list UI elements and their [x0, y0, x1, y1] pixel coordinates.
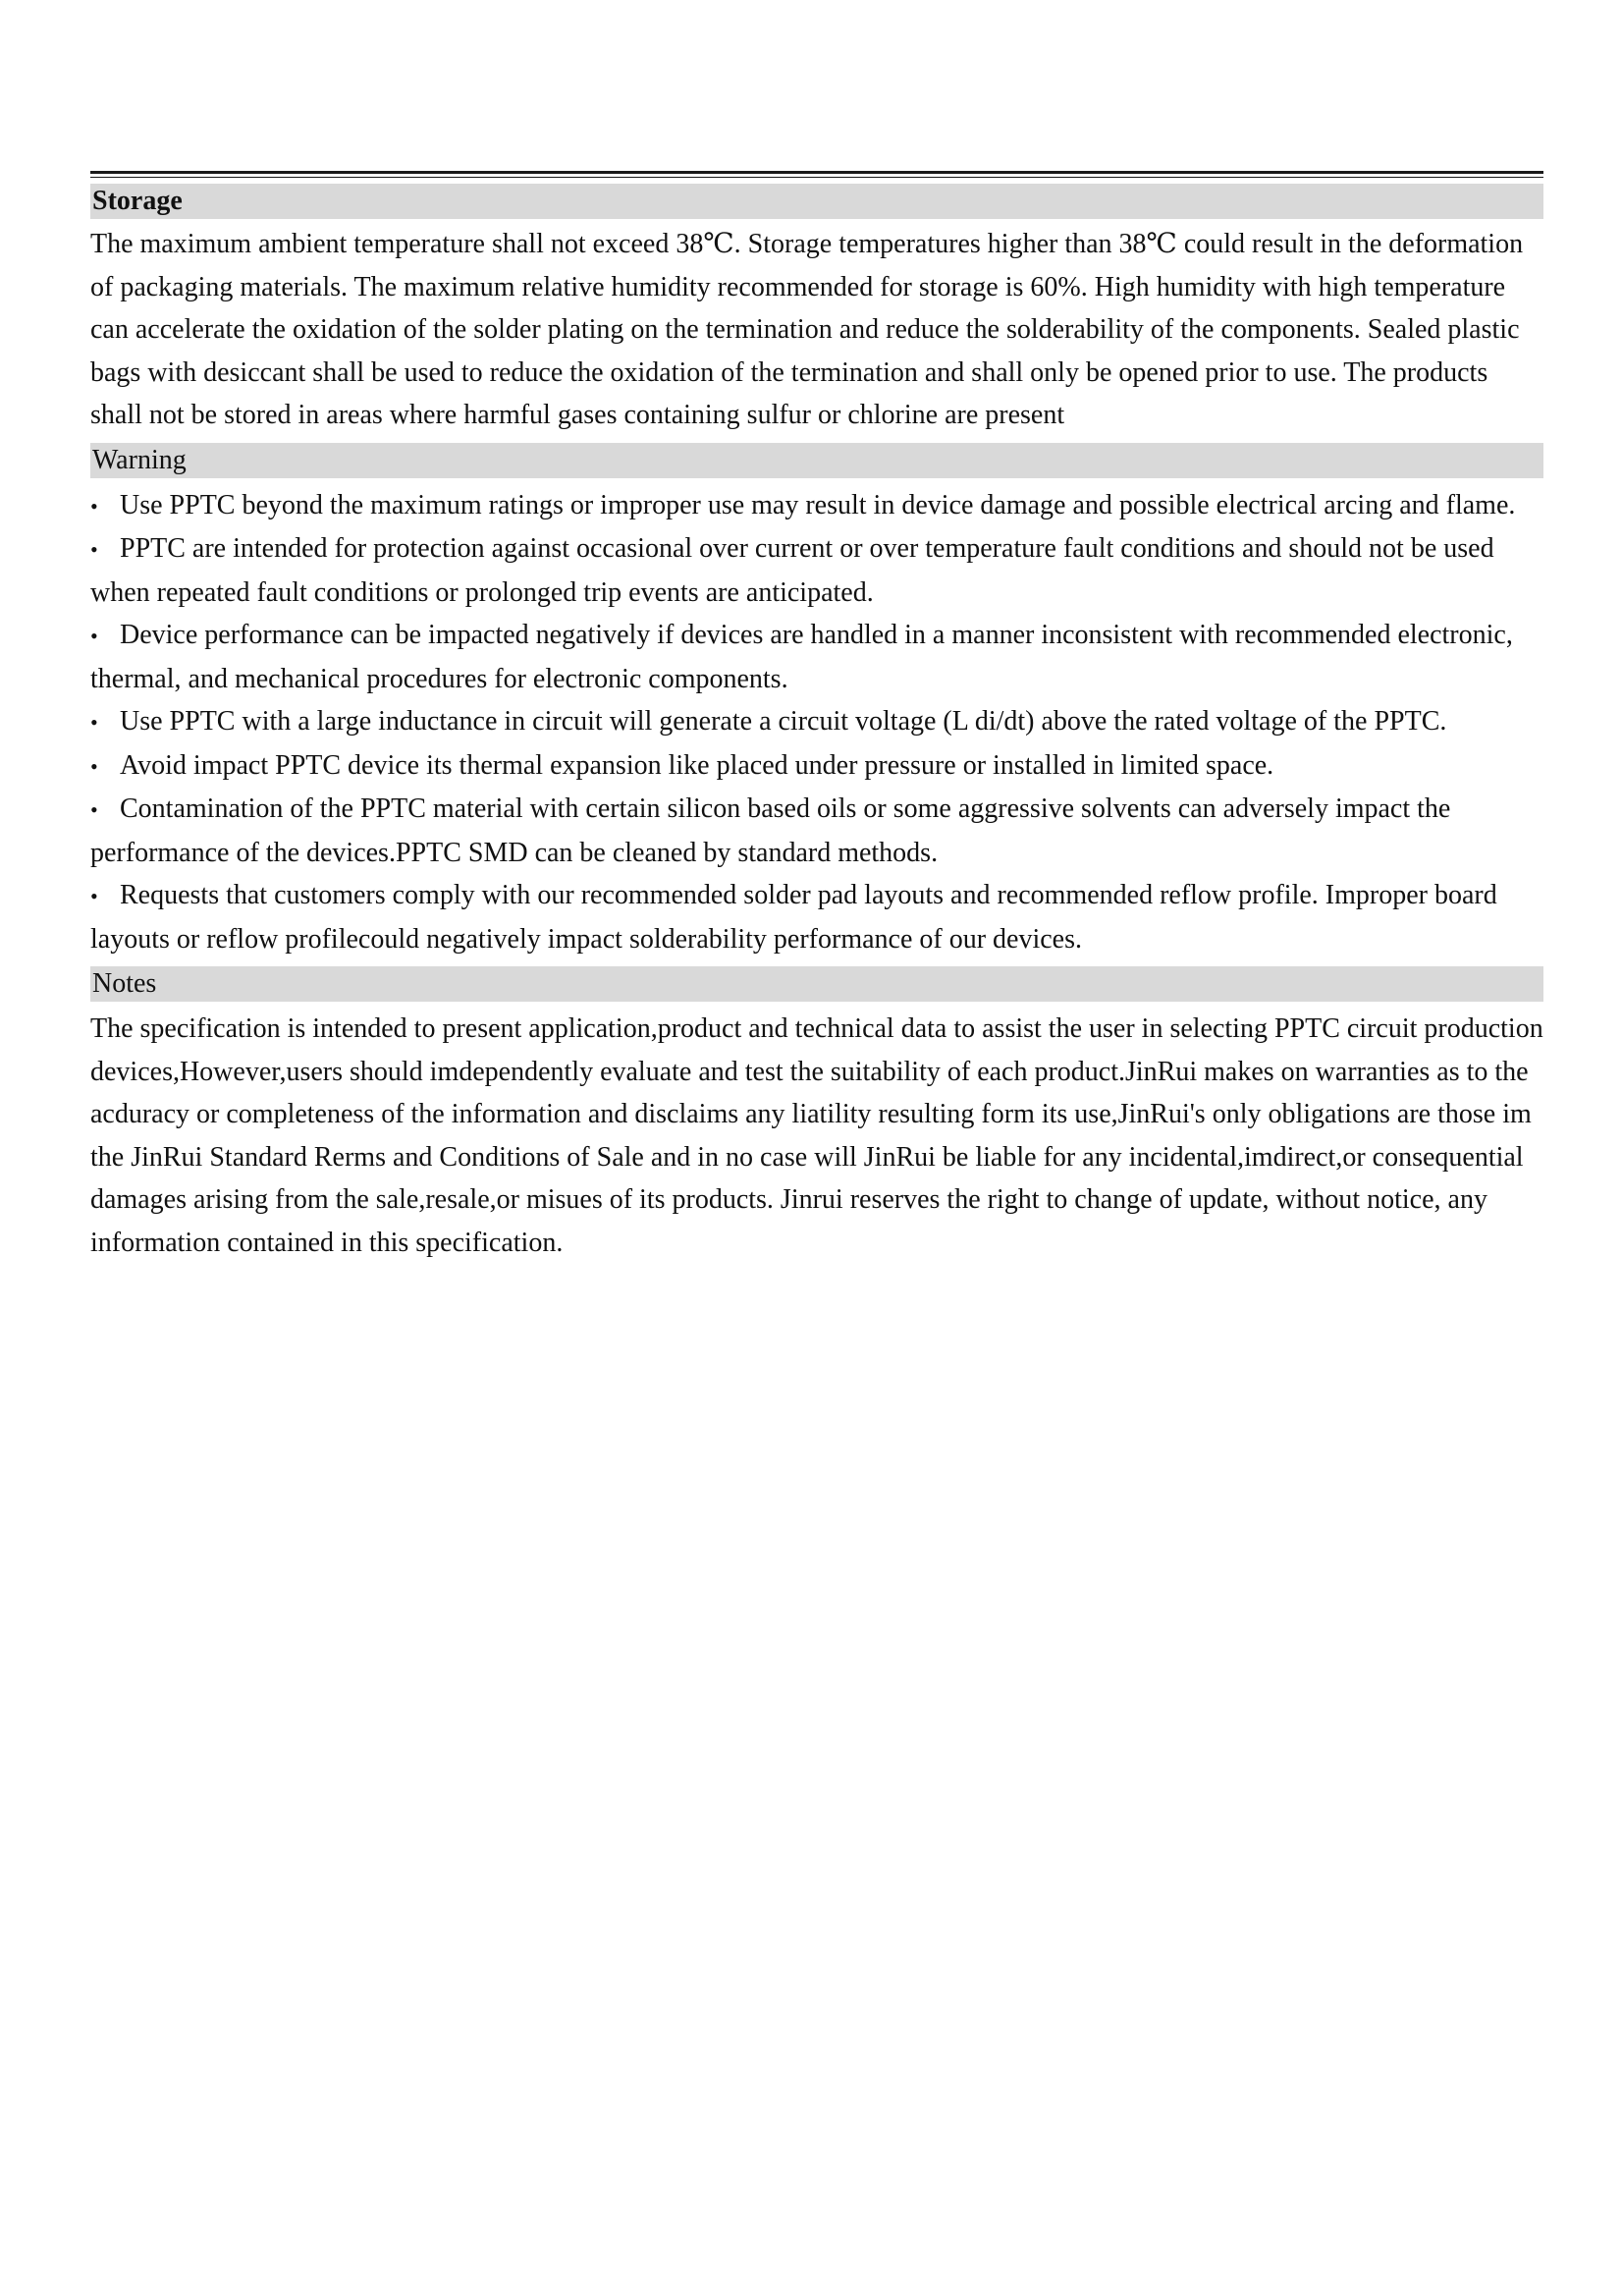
warning-item: • Avoid impact PPTC device its thermal expansion like placed under pressure or installed in limited space. [90, 744, 1543, 789]
warning-item: • Use PPTC beyond the maximum ratings or improper use may result in device damage and possible electrical arcing and flame. [90, 484, 1543, 528]
notes-heading: Notes [90, 966, 1543, 1002]
warning-item: • Device performance can be impacted negatively if devices are handled in a manner inconsistent with recommended electronic, thermal, and mechanical procedures for electronic components. [90, 614, 1543, 700]
notes-text: The specification is intended to present application,product and technical data to assist the user in selecting PPTC circuit production devices,However,users should imdependently evaluate and test the suitability of each product.JinRui makes on warranties as to the acduracy or completeness of the information and disclaims any liatility resulting form its use,JinRui's only obligations are those im the JinRui Standard Rerms and Conditions of Sale and in no case will JinRui be liable for any incidental,imdirect,or consequential damages arising from the sale,resale,or misues of its products. Jinrui reserves the right to change of update, without notice, any information contained in this specification. [90, 1013, 1543, 1258]
warning-list [90, 484, 1543, 961]
storage-text: The maximum ambient temperature shall not exceed 38℃. Storage temperatures higher than 38℃ could result in the deformation of packaging materials. The maximum relative humidity recommended for storage is 60%. High humidity with high temperature can accelerate the oxidation of the solder plating on the termination and reduce the solderability of the components. Sealed plastic bags with desiccant shall be used to reduce the oxidation of the termination and shall only be opened prior to use. The products shall not be stored in areas where harmful gases containing sulfur or chlorine are present [90, 229, 1524, 430]
header-rule-bottom [90, 177, 1543, 178]
bullet-icon: • [90, 797, 98, 822]
bullet-icon: • [90, 624, 98, 648]
bullet-icon: • [90, 753, 98, 779]
warning-item: • PPTC are intended for protection against occasional over current or over temperature fault conditions and should not be used when repeated fault conditions or prolonged trip events are anticipated. [90, 527, 1543, 614]
warning-item: • Use PPTC with a large inductance in circuit will generate a circuit voltage (L di/dt) above the rated voltage of the PPTC. [90, 700, 1543, 744]
bullet-icon: • [90, 537, 98, 562]
bullet-icon: • [90, 710, 98, 735]
storage-heading: Storage [90, 184, 1543, 219]
warning-item: • Contamination of the PPTC material with certain silicon based oils or some aggressive solvents can adversely impact the performance of the devices.PPTC SMD can be cleaned by standard methods. [90, 788, 1543, 874]
bullet-icon: • [90, 493, 98, 519]
warning-heading: Warning [90, 443, 1543, 478]
document-page [90, 171, 1543, 1264]
bullet-icon: • [90, 884, 98, 908]
warning-item: • Requests that customers comply with our recommended solder pad layouts and recommended reflow profile. Improper board layouts or reflow profilecould negatively impact solderability performance of our devices. [90, 874, 1543, 960]
